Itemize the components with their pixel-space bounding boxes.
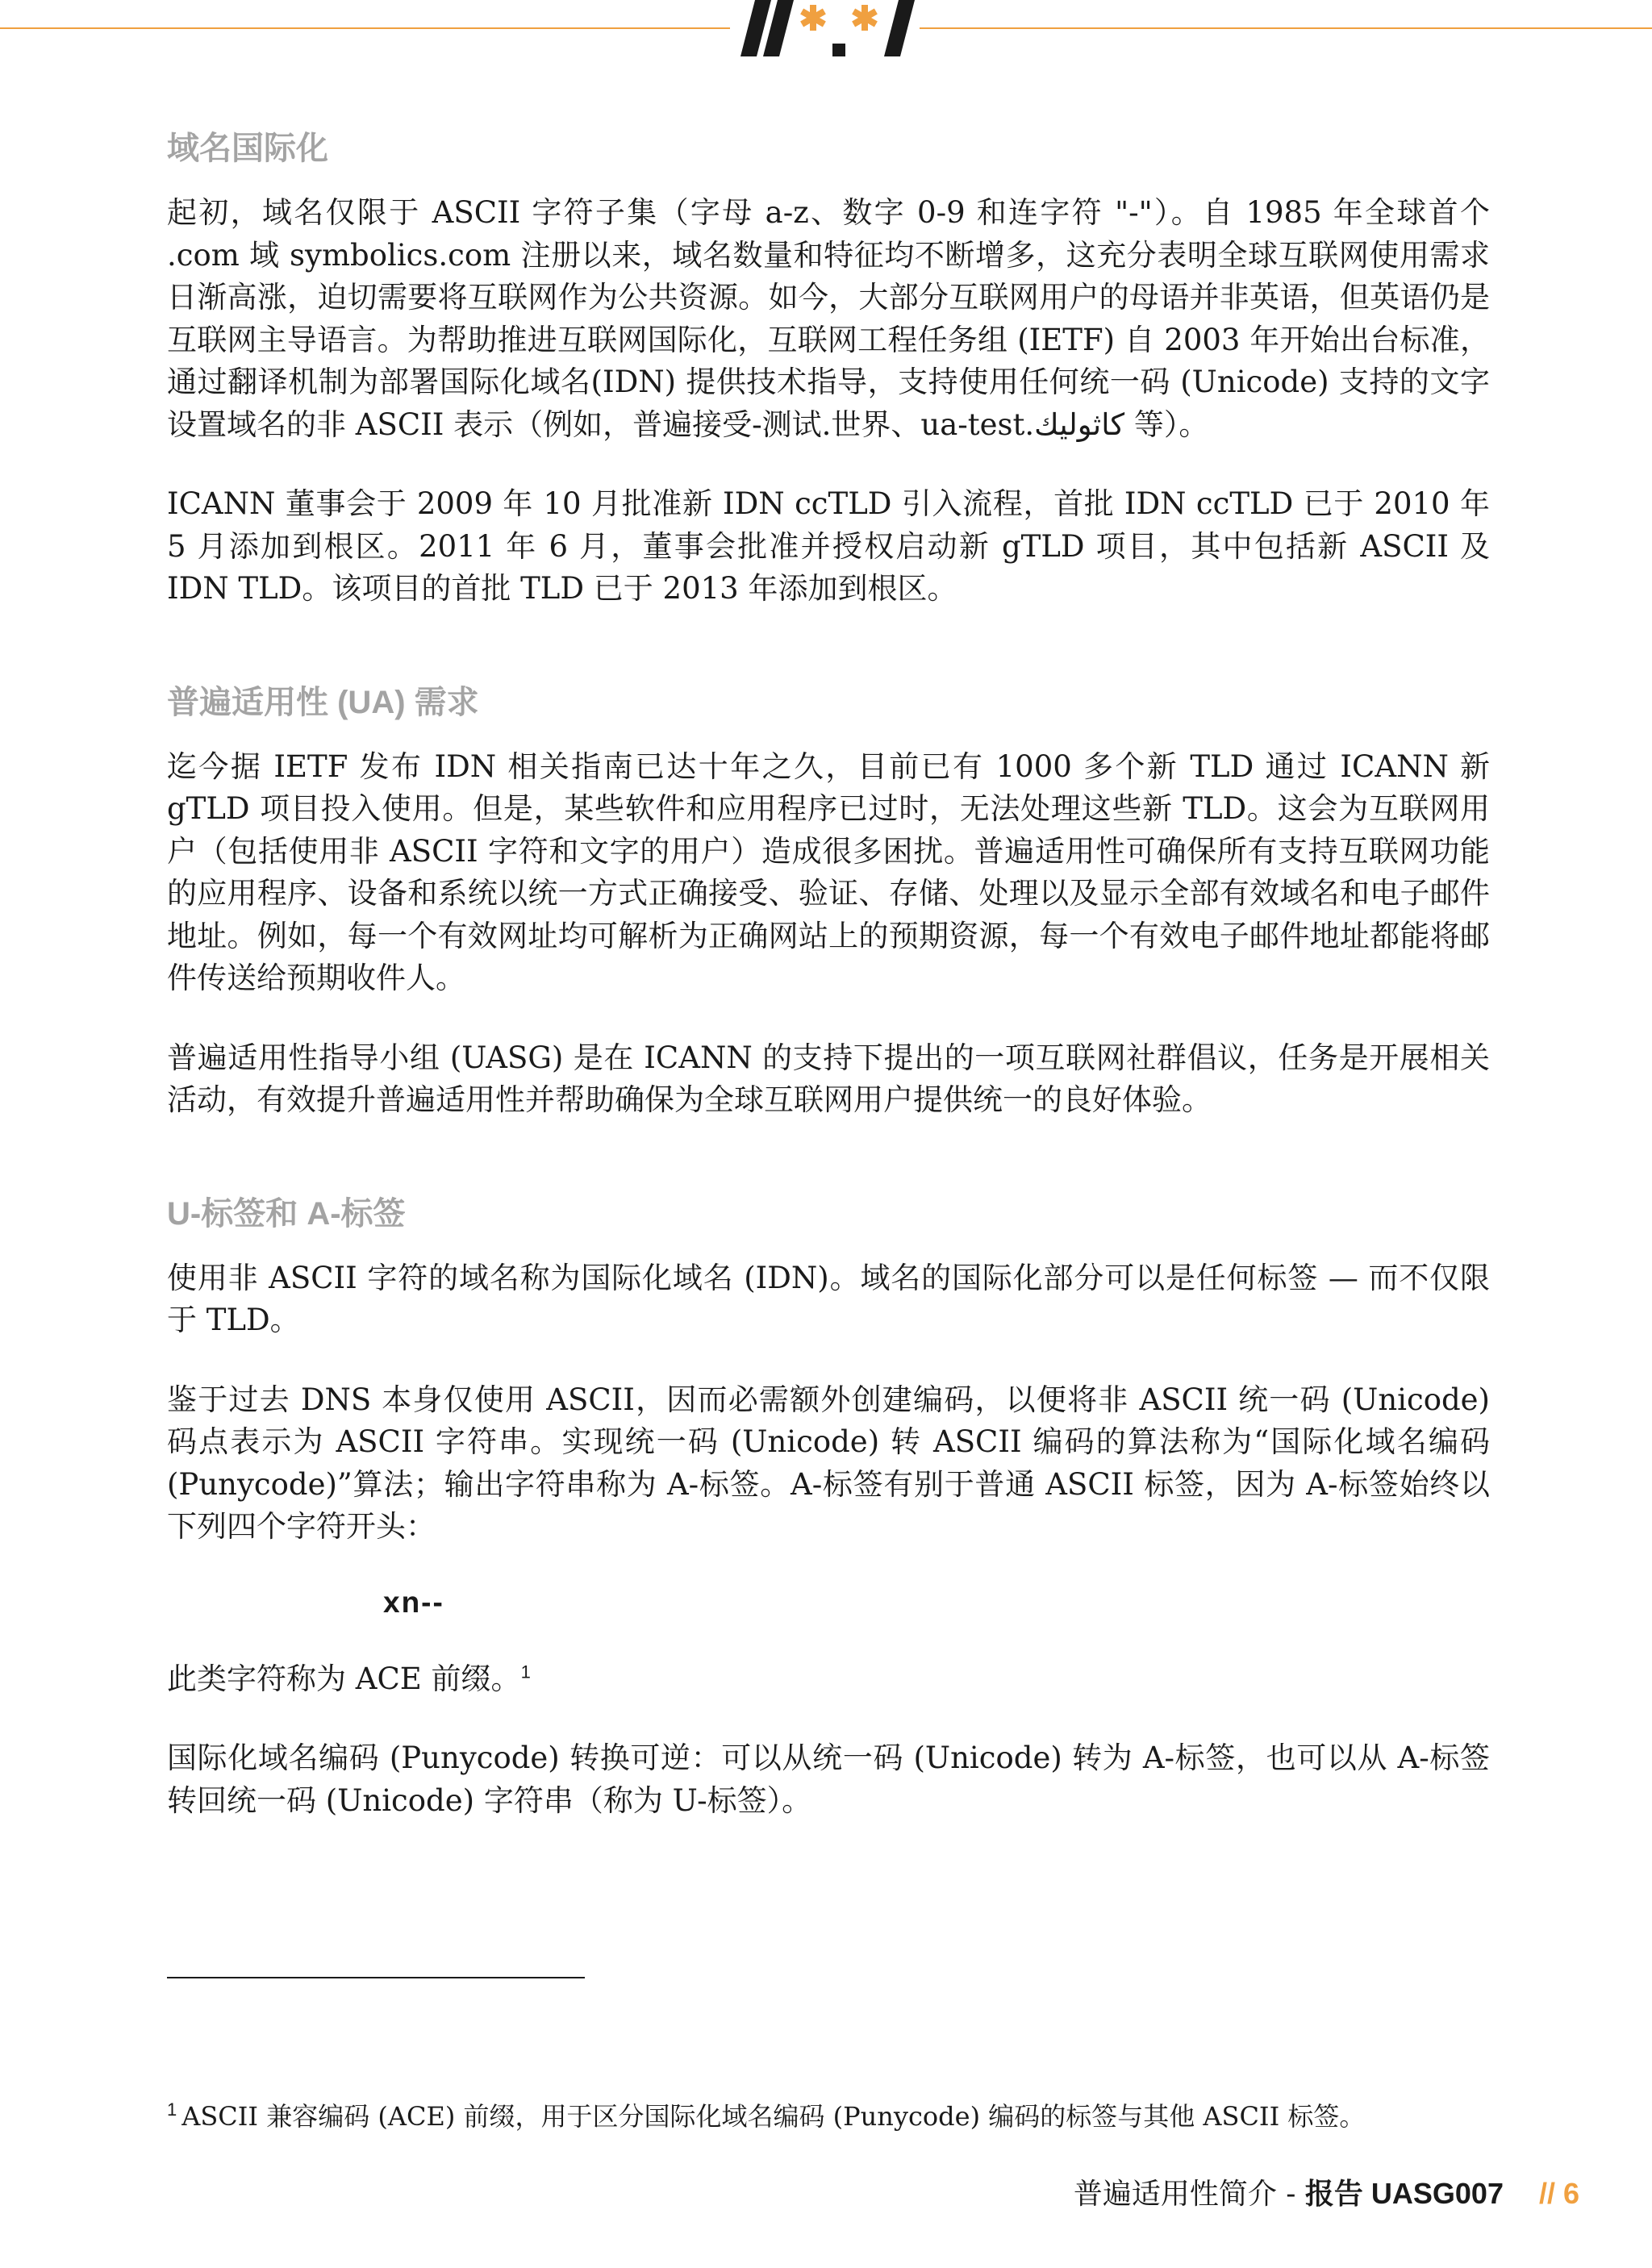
paragraph-idn-history: 起初，域名仅限于 ASCII 字符子集（字母 a-z、数字 0-9 和连字符 "-"）。自 1985 年全球首个 .com 域 symbolics.com 注册以来，域名数量和特征均不断增多，这充分表明全球互联网使用需求日渐高涨，迫切需要将互联网作为公共资源。如今，大部分互联网用户的母语并非英语，但英语仍是互联网主导语言。为帮助推进互联网国际化，互联网工程任务组 (IETF) 自 2003 年开始出台标准，通过翻译机制为部署国际化域名(IDN) 提供技术指导，支持使用任何统一码 (Unicode) 支持的文字设置域名的非 ASCII 表示（例如，普遍接受-测试.世界、ua-test.كاثوليك 等）。 xyxy=(167,195,1490,442)
page-number: // 6 xyxy=(1538,2177,1579,2210)
section-heading-idn: 域名国际化 xyxy=(167,131,328,166)
ace-prefix-example: xn-- xyxy=(383,1585,444,1619)
paragraph-punycode: 鉴于过去 DNS 本身仅使用 ASCII，因而必需额外创建编码，以便将非 ASCII 统一码 (Unicode) 码点表示为 ASCII 字符串。实现统一码 (Unicode) 转 ASCII 编码的算法称为“国际化域名编码 (Punycode)”算法；输出字符串称为 A-标签。A-标签有别于普通 ASCII 标签，因为 A-标签始终以下列四个字符开头： xyxy=(167,1382,1490,1544)
section-heading-labels: U-标签和 A-标签 xyxy=(167,1195,406,1232)
document-body xyxy=(167,127,1490,1859)
footnote xyxy=(167,2099,1490,2133)
paragraph-idn-definition: 使用非 ASCII 字符的域名称为国际化域名 (IDN)。域名的国际化部分可以是任何标签 — 而不仅限于 TLD。 xyxy=(167,1260,1490,1337)
footnote-separator xyxy=(167,1977,585,1978)
footnote-number: 1 xyxy=(167,2099,177,2120)
section-heading-ua-need: 普遍适用性 (UA) 需求 xyxy=(167,684,479,720)
header-rule-left xyxy=(0,27,730,29)
paragraph-ace-prefix xyxy=(167,1658,1490,1701)
paragraph-reversible: 国际化域名编码 (Punycode) 转换可逆：可以从统一码 (Unicode) 转为 A-标签，也可以从 A-标签转回统一码 (Unicode) 字符串（称为 U-标签）。 xyxy=(167,1741,1490,1818)
footnote-text: ASCII 兼容编码 (ACE) 前缀，用于区分国际化域名编码 (Punycode) 编码的标签与其他 ASCII 标签。 xyxy=(181,2101,1366,2132)
paragraph-ua-problem: 迄今据 IETF 发布 IDN 相关指南已达十年之久，目前已有 1000 多个新 TLD 通过 ICANN 新 gTLD 项目投入使用。但是，某些软件和应用程序已过时，无法处理这些新 TLD。这会为互联网用户（包括使用非 ASCII 字符和文字的用户）造成很多困扰。普遍适用性可确保所有支持互联网功能的应用程序、设备和系统以统一方式正确接受、验证、存储、处理以及显示全部有效域名和电子邮件地址。例如，每一个有效网址均可解析为正确网站上的预期资源，每一个有效电子邮件地址都能将邮件传送给预期收件人。 xyxy=(167,748,1490,995)
footnote-reference[interactable]: 1 xyxy=(520,1661,531,1682)
paragraph-icann-board: ICANN 董事会于 2009 年 10 月批准新 IDN ccTLD 引入流程，首批 IDN ccTLD 已于 2010 年 5 月添加到根区。2011 年 6 月，董事会批准并授权启动新 gTLD 项目，其中包括新 ASCII 及 IDN TLD。该项目的首批 TLD 已于 2013 年添加到根区。 xyxy=(167,486,1490,606)
footer-doc-title: 普遍适用性简介 - xyxy=(1073,2178,1305,2211)
paragraph-uasg: 普遍适用性指导小组 (UASG) 是在 ICANN 的支持下提出的一项互联网社群倡议，任务是开展相关活动，有效提升普遍适用性并帮助确保为全球互联网用户提供统一的良好体验。 xyxy=(167,1040,1490,1117)
page-footer xyxy=(1074,2171,1579,2212)
footer-report-label: 报告 UASG007 xyxy=(1304,2177,1504,2210)
ace-prefix-sentence: 此类字符称为 ACE 前缀。 xyxy=(167,1661,521,1696)
header-rule-right xyxy=(920,27,1652,29)
uasg-logo-icon xyxy=(726,0,924,60)
